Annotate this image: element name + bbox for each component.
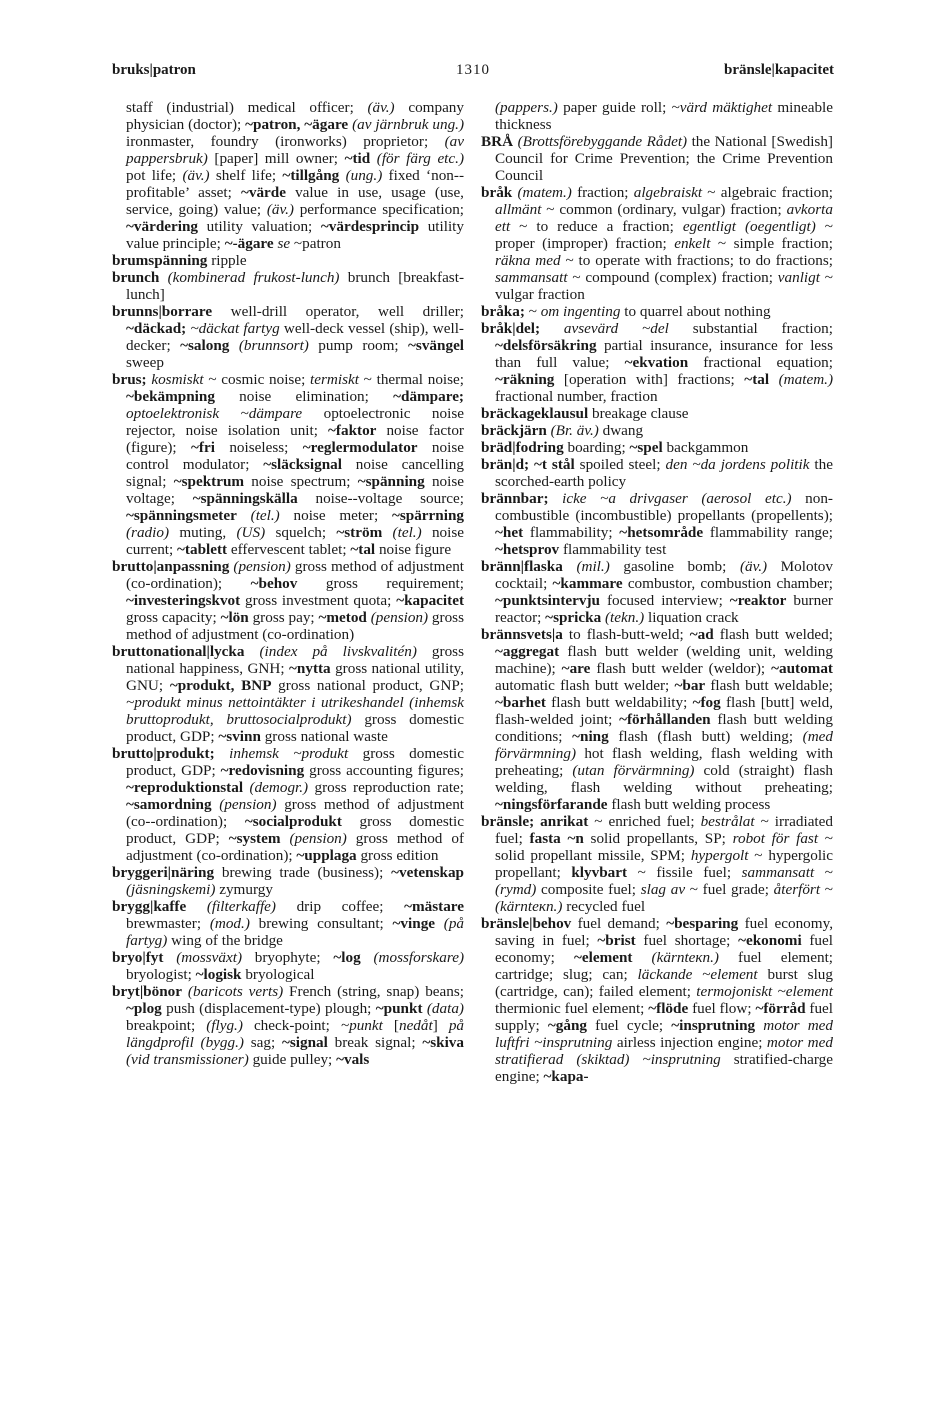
dictionary-entry: (pappers.) paper guide roll; ~värd mäktighet mineable thickness bbox=[495, 99, 834, 133]
dictionary-entry: bråka; ~ om ingenting to quarrel about nothing bbox=[481, 303, 771, 320]
dictionary-entry: bruttonational|lycka (index på livskvalitén) gross national happiness, GNH; ~nytta gross national utility, GNU; ~produkt, BNP gross national product, GNP; ~produkt minus nettointäkter i utrikeshandel (inhemsk bruttoprodukt, bruttosocialprodukt) gross domestic product, GDP; ~svinn gross national waste bbox=[112, 643, 465, 745]
dictionary-entry: staff (industrial) medical officer; (äv.) company physician (doctor); ~patron, ~ägare (av järnbruk ung.) ironmaster, foundry (ironworks) proprietor; (av pappersbruk) [paper] mill owner; ~tid (för färg etc.) pot life; (äv.) shelf life; ~tillgång (ung.) fixed ‘non--profitable’ asset; ~värde value in use, usage (use, service, going) value; (äv.) performance specification; ~värdering utility valuation; ~värdesprincip utility value principle; ~-ägare se ~patron bbox=[126, 99, 465, 252]
page-number: 1310 bbox=[456, 62, 490, 78]
header-right-guideword: bränsle|kapacitet bbox=[724, 62, 834, 78]
dictionary-entry: brunch (kombinerad frukost-lunch) brunch [breakfast-lunch] bbox=[112, 269, 464, 303]
dictionary-entry: bränsle|behov fuel demand; ~besparing fuel economy, saving in fuel; ~brist fuel shortage; ~ekonomi fuel economy; ~element (kärnteкn.) fuel element; cartridge; slug; can; läckande ~element burst slug (cartridge, can); failed element; termojoniskt ~element thermionic fuel element; ~flöde fuel flow; ~förråd fuel supply; ~gång fuel cycle; ~insprutning motor med luftfri ~insprutning airless injection engine; motor med stratifierad (skiktad) ~insprutning stratified-charge engine; ~kapa- bbox=[481, 915, 834, 1085]
dictionary-entry: bräckageklausul breakage clause bbox=[481, 405, 689, 422]
left-column bbox=[112, 99, 464, 1068]
dictionary-entry: brus; kosmiskt ~ cosmic noise; termiskt ~ thermal noise; ~bekämpning noise elimination; ~dämpare; optoelektronisk ~dämpare optoelectronic noise rejector, noise isolation unit; ~faktor noise factor (figure); ~fri noiseless; ~reglermodulator noise control modulator; ~släcksignal noise cancelling signal; ~spektrum noise spectrum; ~spänning noise voltage; ~spänningskälla noise--voltage source; ~spänningsmeter (tel.) noise meter; ~spärrning (radio) muting, (US) squelch; ~ström (tel.) noise current; ~tablett effervescent tablet; ~tal noise figure bbox=[112, 371, 465, 558]
dictionary-entry: brutto|anpassning (pension) gross method of adjustment (co-ordination); ~behov gross requirement; ~investeringskvot gross investment quota; ~kapacitet gross capacity; ~lön gross pay; ~metod (pension) gross method of adjustment (co-ordination) bbox=[112, 558, 465, 643]
dictionary-entry: bränsle; anrikat ~ enriched fuel; bestrålat ~ irradiated fuel; fasta ~n solid propellants, SP; robot för fast ~ solid propellant missile, SPM; hypergolt ~ hypergolic propellant; klyvbart ~ fissile fuel; sammansatt ~ (rymd) composite fuel; slag av ~ fuel grade; återfört ~ (kärnteкn.) recycled fuel bbox=[481, 813, 834, 915]
page-header bbox=[112, 62, 834, 86]
dictionary-entry: bränn|flaska (mil.) gasoline bomb; (äv.) Molotov cocktail; ~kammare combustor, combustion chamber; ~punktsintervju focused interview; ~reaktor burner reactor; ~spricka (tekn.) liquation crack bbox=[481, 558, 833, 626]
dictionary-entry: bräd|fodring boarding; ~spel backgammon bbox=[481, 439, 749, 456]
dictionary-entry: bryo|fyt (mossväxt) bryophyte; ~log (mossforskare) bryologist; ~logisk bryological bbox=[112, 949, 465, 983]
header-left-guideword: bruks|patron bbox=[112, 62, 196, 78]
dictionary-entry: brunns|borrare well-drill operator, well driller; ~däckad; ~däckat fartyg well-deck vessel (ship), well-decker; ~salong (brunnsort) pump room; ~svängel sweep bbox=[112, 303, 465, 371]
dictionary-entry: brännsvets|a to flash-butt-weld; ~ad flash butt welded; ~aggregat flash butt welder (welding unit, welding machine); ~are flash butt welder (weldor); ~automat automatic flash butt welder; ~bar flash butt weldable; ~barhet flash butt weldability; ~fog flash [butt] weld, flash-welded joint; ~förhållanden flash butt welding conditions; ~ning flash (flash butt) welding; (med förvärmning) hot flash welding, flash welding with preheating; (utan förvärmning) cold (straight) flash welding, flash welding without preheating; ~ningsförfarande flash butt welding process bbox=[481, 626, 834, 813]
dictionary-entry: bråk (matem.) fraction; algebraiskt ~ algebraic fraction; allmänt ~ common (ordinary, vulgar) fraction; avkorta ett ~ to reduce a fraction; egentligt (oegentligt) ~ proper (improper) fraction; enkelt ~ simple fraction; räkna med ~ to operate with fractions; to do fractions; sammansatt ~ compound (complex) fraction; vanligt ~ vulgar fraction bbox=[481, 184, 834, 303]
dictionary-entry: brännbar; icke ~a drivgaser (aerosol etc.) non-combustible (incombustible) propellants (propellents); ~het flammability; ~hetsområde flammability range; ~hetsprov flammability test bbox=[481, 490, 833, 558]
dictionary-entry: brygg|kaffe (filterkaffe) drip coffee; ~mästare brewmaster; (mod.) brewing consultant; ~vinge (på fartyg) wing of the bridge bbox=[112, 898, 465, 949]
dictionary-entry: brän|d; ~t stål spoiled steel; den ~da jordens politik the scorched-earth policy bbox=[481, 456, 833, 490]
right-column bbox=[481, 99, 833, 1085]
dictionary-entry: bryt|bönor (baricots verts) French (string, snap) beans; ~plog push (displacement-type) plough; ~punkt (data) breakpoint; (flyg.) check-point; ~punkt [nedåt] på längdprofil (bygg.) sag; ~signal break signal; ~skiva (vid transmissioner) guide pulley; ~vals bbox=[112, 983, 465, 1068]
dictionary-entry: bråk|del; avsevärd ~del substantial fraction; ~delsförsäkring partial insurance, insurance for less than full value; ~ekvation fractional equation; ~räkning [operation with] fractions; ~tal (matem.) fractional number, fraction bbox=[481, 320, 834, 405]
dictionary-entry: bräckjärn (Br. äv.) dwang bbox=[481, 422, 644, 439]
dictionary-entry: BRÅ (Brottsförebyggande Rådet) the National [Swedish] Council for Crime Prevention; the Crime Prevention Council bbox=[481, 133, 833, 184]
dictionary-entry: bryggeri|näring brewing trade (business); ~vetenskap (jäsningskemi) zymurgy bbox=[112, 864, 464, 898]
dictionary-entry: brutto|produkt; inhemsk ~produkt gross domestic product, GDP; ~redovisning gross accounting figures; ~reproduktionstal (demogr.) gross reproduction rate; ~samordning (pension) gross method of adjustment (co--ordination); ~socialprodukt gross domestic product, GDP; ~system (pension) gross method of adjustment (co-ordination); ~upplaga gross edition bbox=[112, 745, 465, 864]
dictionary-entry: brumspänning ripple bbox=[112, 252, 247, 269]
